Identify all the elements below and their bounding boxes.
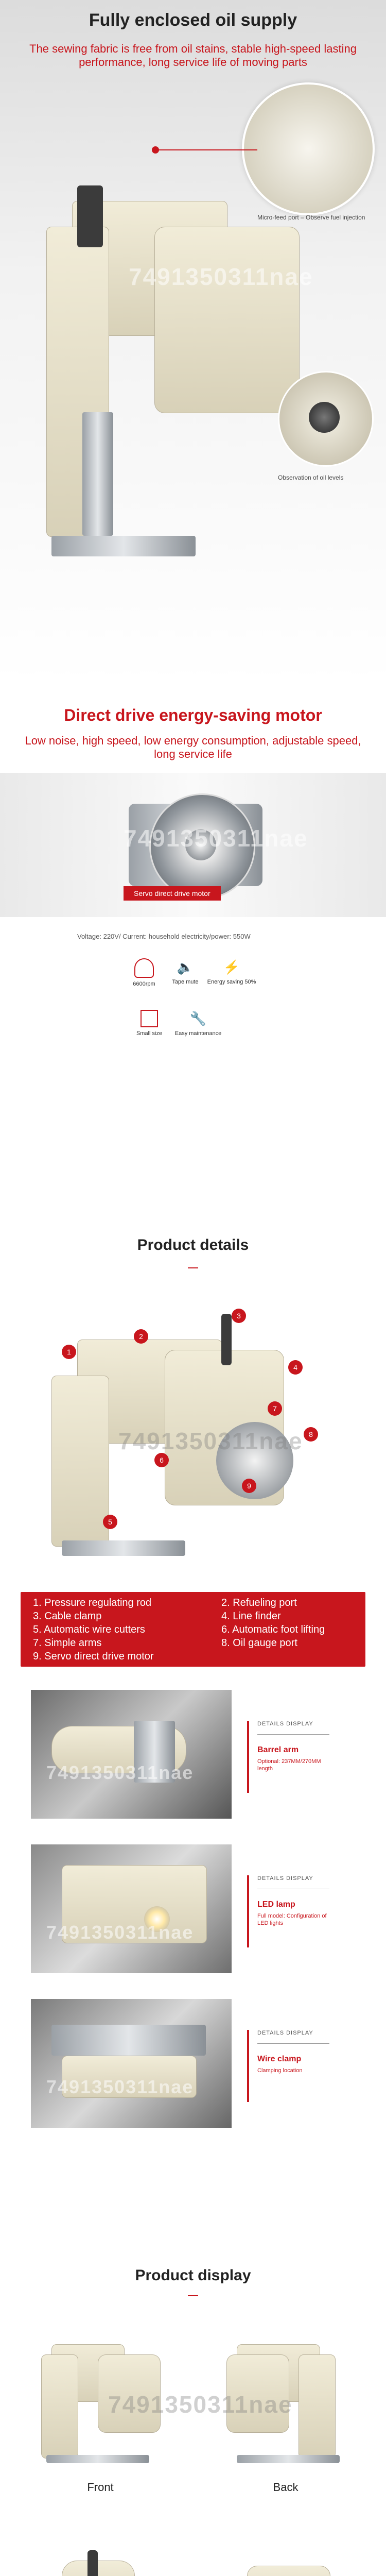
oil-level-label: Observation of oil levels: [278, 474, 344, 481]
section-product-display: [0, 2257, 386, 2576]
detail-heading: DETAILS DISPLAY: [257, 2030, 313, 2036]
size-icon: [141, 1010, 158, 1027]
part-marker: 8: [304, 1427, 318, 1442]
speed-icon: [134, 958, 154, 978]
feature-label: Tape mute: [172, 979, 199, 985]
feature-label: Easy maintenance: [174, 1030, 222, 1037]
product-display-title: Product display: [135, 2267, 251, 2284]
product-details-title: Product details: [137, 1236, 249, 1253]
wrench-icon: 🔧: [189, 1011, 207, 1026]
motor-title: Direct drive energy-saving motor: [64, 706, 322, 724]
motor-feature-mute: [165, 958, 206, 999]
micro-feed-port-label: Micro-feed port – Observe fuel injection: [257, 214, 365, 221]
oil-supply-subtitle: The sewing fabric is free from oil stains, stable high-speed lasting performance, long service life of moving parts: [29, 42, 357, 69]
feature-label: 6600rpm: [133, 981, 155, 987]
detail-heading: DETAILS DISPLAY: [257, 1875, 313, 1882]
parts-list-item: 4. Line finder: [221, 1611, 281, 1622]
parts-list-item: 3. Cable clamp: [33, 1611, 102, 1622]
motor-voltage-text: Voltage: 220V/ Current: household electricity/power: 550W: [77, 933, 251, 940]
view-label-front: Front: [87, 2481, 114, 2494]
detail-name: LED lamp: [257, 1900, 295, 1909]
section-motor: [0, 685, 386, 1226]
product-details-machine-image: [0, 1298, 386, 1587]
parts-list-item: 5. Automatic wire cutters: [33, 1624, 145, 1635]
parts-list-item: 2. Refueling port: [221, 1597, 297, 1608]
motor-feature-maintenance: [170, 1010, 226, 1051]
part-marker: 9: [242, 1479, 256, 1493]
detail-panel-led-lamp: [31, 1844, 355, 1973]
watermark: 7491350311nae: [129, 263, 313, 290]
part-marker: 4: [288, 1360, 303, 1375]
part-marker: 5: [103, 1515, 117, 1529]
parts-list: [0, 1592, 386, 1669]
parts-list-item: 1. Pressure regulating rod: [33, 1597, 152, 1608]
watermark: 7491350311nae: [124, 825, 308, 852]
motor-feature-speed: [124, 958, 165, 999]
watermark: 7491350311nae: [108, 2391, 293, 2418]
part-marker: 3: [232, 1309, 246, 1323]
motor-feature-energy: [206, 958, 257, 999]
motor-subtitle: Low noise, high speed, low energy consumption, adjustable speed, long service life: [25, 734, 361, 760]
watermark: 7491350311nae: [46, 1922, 194, 1943]
detail-name: Wire clamp: [257, 2055, 302, 2063]
view-left-side-image: [21, 2545, 180, 2576]
part-marker: 2: [134, 1329, 148, 1344]
view-right-side-image: [206, 2545, 365, 2576]
oil-supply-machine-image: [0, 82, 386, 649]
watermark: 7491350311nae: [46, 2076, 194, 2097]
oil-supply-title: Fully enclosed oil supply: [89, 10, 297, 30]
motor-label-badge: Servo direct drive motor: [124, 886, 221, 901]
motor-feature-size: [129, 1010, 170, 1051]
volume-icon: 🔈: [177, 959, 194, 975]
micro-feed-port-callout: [242, 82, 375, 215]
view-label-back: Back: [273, 2481, 299, 2494]
section-product-details: [0, 1226, 386, 2257]
detail-heading: DETAILS DISPLAY: [257, 1721, 313, 1727]
detail-description: Full model: Configuration of LED lights: [257, 1913, 327, 1926]
detail-description: Clamping location: [257, 2067, 303, 2074]
part-marker: 7: [268, 1401, 282, 1416]
watermark: 7491350311nae: [46, 1762, 194, 1783]
part-marker: 1: [62, 1345, 76, 1359]
parts-list-item: 9. Servo direct drive motor: [33, 1651, 154, 1662]
parts-list-item: 7. Simple arms: [33, 1637, 102, 1649]
section-oil-supply: [0, 0, 386, 685]
energy-icon: ⚡: [223, 959, 240, 975]
detail-panel-barrel-arm: [31, 1690, 355, 1819]
detail-name: Barrel arm: [257, 1745, 299, 1754]
parts-list-item: 8. Oil gauge port: [221, 1637, 297, 1649]
feature-label: Energy saving 50%: [207, 979, 256, 985]
detail-description: Optional: 237MM/270MM length: [257, 1758, 321, 1772]
feature-label: Small size: [136, 1030, 163, 1037]
watermark: 7491350311nae: [118, 1428, 303, 1454]
detail-panel-wire-clamp: [31, 1999, 355, 2128]
parts-list-item: 6. Automatic foot lifting: [221, 1624, 325, 1635]
part-marker: 6: [154, 1453, 169, 1467]
